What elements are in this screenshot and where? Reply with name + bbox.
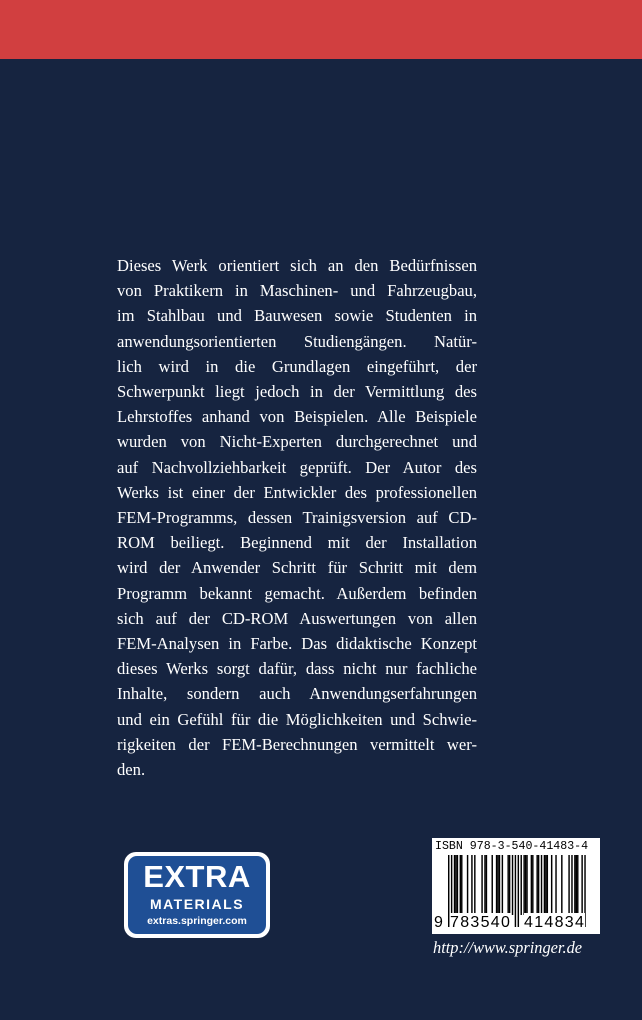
barcode-bar <box>544 855 545 915</box>
blurb-line: im Stahlbau und Bauwesen sowie Studenten in <box>117 306 477 326</box>
blurb-line: FEM-Analysen in Farbe. Das didaktische Konzept <box>117 634 477 654</box>
badge-panel <box>128 856 266 934</box>
barcode-bar <box>555 855 556 915</box>
barcode-bar <box>481 855 482 915</box>
barcode-bar <box>507 855 508 915</box>
badge-url[interactable]: extras.springer.com <box>147 915 247 927</box>
blurb-line: Lehrstoffes anhand von Beispielen. Alle Beispiele <box>117 407 477 427</box>
blurb-line: Werks ist einer der Entwickler des professionellen <box>117 482 477 502</box>
barcode-bar <box>532 855 533 915</box>
barcode-bar <box>525 855 526 915</box>
barcode-bar <box>561 855 562 915</box>
barcode-bar <box>455 855 456 915</box>
badge-extra-label: EXTRA <box>143 859 251 894</box>
barcode-bar <box>474 855 475 915</box>
barcode-bar <box>541 855 542 915</box>
barcode-digits <box>432 913 600 933</box>
blurb-line: FEM-Programms, dessen Trainigsversion auf CD- <box>117 508 477 528</box>
blurb-line: lich wird in die Grundlagen eingeführt, der <box>117 356 477 376</box>
barcode-bar <box>576 855 577 915</box>
barcode-bar <box>531 855 532 915</box>
blurb-line: auf Nachvollziehbarkeit geprüft. Der Autor des <box>117 457 477 477</box>
blurb-line: Inhalte, sondern auch Anwendungserfahrungen <box>117 684 477 704</box>
barcode-bar <box>571 855 572 915</box>
barcode-bar <box>496 855 497 915</box>
barcode-bar <box>574 855 575 915</box>
blurb-line: und ein Gefühl für die Möglichkeiten und Schwie- <box>117 709 477 729</box>
barcode-bar <box>547 855 548 915</box>
isbn-label: ISBN 978-3-540-41483-4 <box>435 840 589 853</box>
barcode-bar <box>502 855 503 915</box>
blurb-line: von Praktikern in Maschinen- und Fahrzeugbau, <box>117 281 477 301</box>
barcode-bar <box>460 855 461 915</box>
barcode-bar <box>536 855 537 915</box>
barcode-bar <box>492 855 493 915</box>
blurb-line: rigkeiten der FEM-Berechnungen vermittelt wer- <box>117 734 477 754</box>
blurb-line: anwendungsorientierten Studiengängen. Natür- <box>117 331 477 351</box>
extra-materials-badge[interactable] <box>124 852 270 938</box>
barcode-bar <box>521 855 522 915</box>
barcode-digits-left: 783540 <box>450 914 512 931</box>
blurb-line: den. <box>117 760 146 780</box>
blurb-line: dieses Werks sorgt dafür, dass nicht nur fachliche <box>117 659 477 679</box>
barcode-bar <box>471 855 472 915</box>
blurb-line: sich auf der CD-ROM Auswertungen von allen <box>117 608 477 628</box>
barcode-bar <box>538 855 539 915</box>
barcode-bar <box>486 855 487 915</box>
barcode-bar <box>526 855 527 915</box>
barcode-bar <box>551 855 552 915</box>
isbn-barcode <box>432 838 600 934</box>
blurb-line: Dieses Werk orientiert sich an den Bedürfnissen <box>117 256 477 275</box>
back-cover-blurb <box>117 253 477 782</box>
barcode-bar <box>457 855 458 915</box>
barcode-bar <box>512 855 513 915</box>
barcode-bar <box>484 855 485 915</box>
barcode-digits-right: 414834 <box>524 914 586 931</box>
barcode-bar <box>499 855 500 915</box>
blurb-line: ROM beiliegt. Beginnend mit der Installation <box>117 533 477 553</box>
barcode-bar <box>497 855 498 915</box>
top-color-band <box>0 0 642 59</box>
barcode-digit-first: 9 <box>434 914 443 931</box>
blurb-line: Programm bekannt gemacht. Außerdem befinden <box>117 583 477 603</box>
badge-materials-label: MATERIALS <box>149 896 245 912</box>
barcode-bar <box>523 855 524 915</box>
barcode-bar <box>577 855 578 915</box>
barcode-bar <box>568 855 569 915</box>
blurb-line: wird der Anwender Schritt für Schritt mit dem <box>117 558 477 578</box>
barcode-bar <box>454 855 455 915</box>
blurb-line: Schwerpunkt liegt jedoch in der Vermittlung des <box>117 382 477 402</box>
publisher-url[interactable]: http://www.springer.de <box>433 938 583 957</box>
barcode-bar <box>461 855 462 915</box>
blurb-line: wurden von Nicht-Experten durchgerechnet und <box>117 432 477 452</box>
barcode-bar <box>467 855 468 915</box>
barcode-bar <box>545 855 546 915</box>
barcode-bar <box>509 855 510 915</box>
